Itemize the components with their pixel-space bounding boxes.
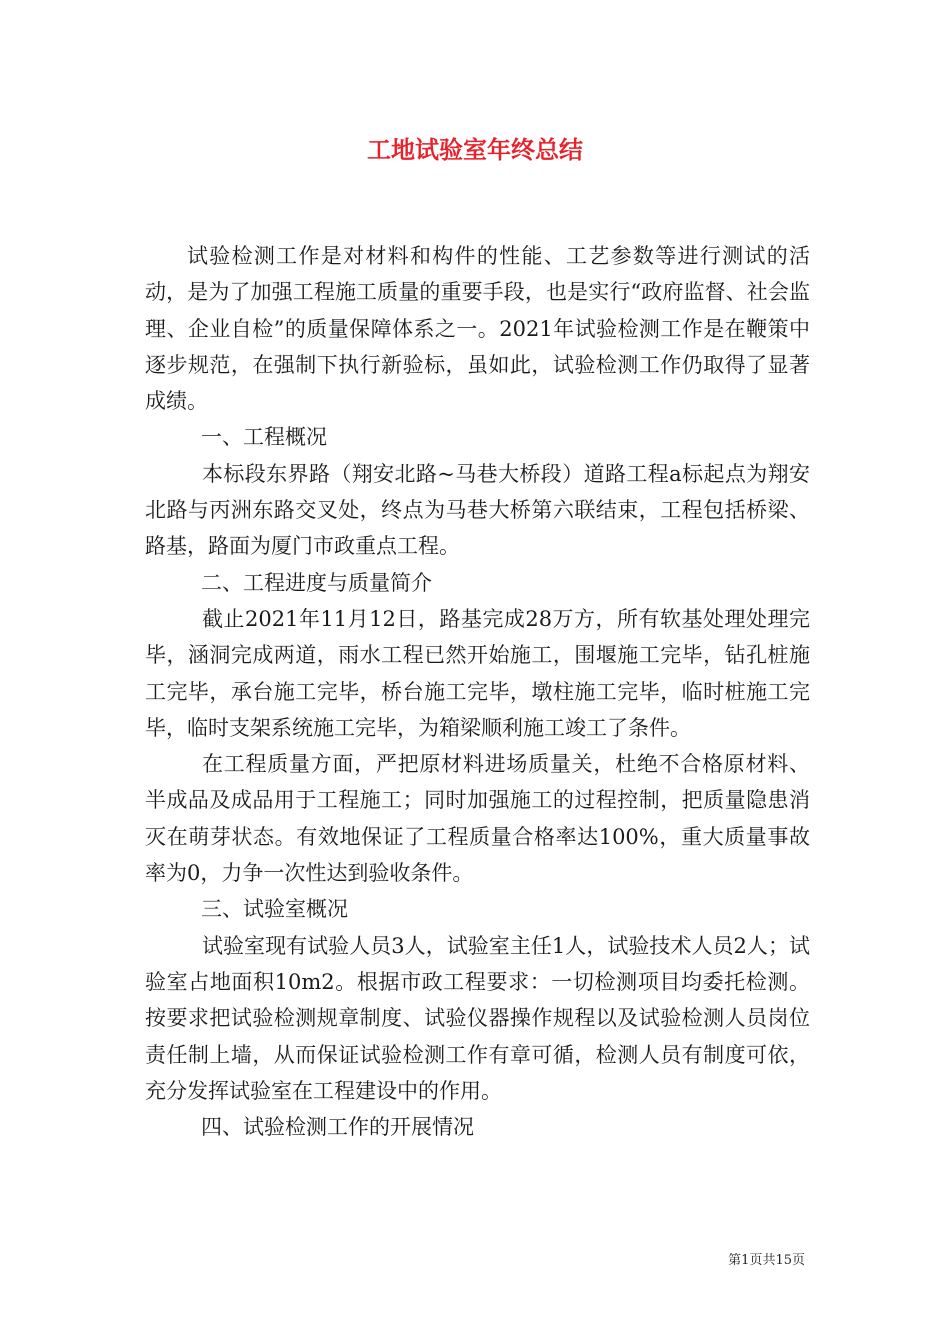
- body-paragraph-4: 试验室现有试验人员3人，试验室主任1人，试验技术人员2人；试验室占地面积10m2。根据市政工程要求：一切检测项目均委托检测。按要求把试验检测规章制度、试验仪器操作规程以及试验检测人员岗位责任制上墙，从而保证试验检测工作有章可循，检测人员有制度可依，充分发挥试验室在工程建设中的作用。: [145, 933, 810, 1103]
- section-heading-2: 二、工程进度与质量简介: [201, 570, 432, 595]
- section-heading-4: 四、试验检测工作的开展情况: [201, 1115, 474, 1140]
- page-number: 第1页共15页: [728, 1253, 805, 1268]
- body-paragraph-3: 在工程质量方面，严把原材料进场质量关，杜绝不合格原材料、半成品及成品用于工程施工；同时加强施工的过程控制，把质量隐患消灭在萌芽状态。有效地保证了工程质量合格率达100%，重大质量事故率为0，力争一次性达到验收条件。: [145, 752, 810, 886]
- intro-paragraph: 试验检测工作是对材料和构件的性能、工艺参数等进行测试的活动，是为了加强工程施工质量的重要手段，也是实行“政府监督、社会监理、企业自检”的质量保障体系之一。2021年试验检测工作是在鞭策中逐步规范，在强制下执行新验标，虽如此，试验检测工作仍取得了显著成绩。: [145, 244, 810, 414]
- document-body: [145, 238, 810, 1145]
- body-paragraph-1: 本标段东界路（翔安北路~马巷大桥段）道路工程a标起点为翔安北路与丙洲东路交叉处，终点为马巷大桥第六联结束，工程包括桥梁、路基，路面为厦门市政重点工程。: [145, 461, 810, 559]
- section-heading-3: 三、试验室概况: [201, 897, 348, 922]
- section-heading-1: 一、工程概况: [201, 425, 327, 450]
- body-paragraph-2: 截止2021年11月12日，路基完成28万方，所有软基处理处理完毕，涵洞完成两道，雨水工程已然开始施工，围堰施工完毕，钻孔桩施工完毕，承台施工完毕，桥台施工完毕，墩柱施工完毕，临时桩施工完毕，临时支架系统施工完毕，为箱梁顺利施工竣工了条件。: [145, 606, 810, 740]
- document-title: 工地试验室年终总结: [367, 135, 583, 164]
